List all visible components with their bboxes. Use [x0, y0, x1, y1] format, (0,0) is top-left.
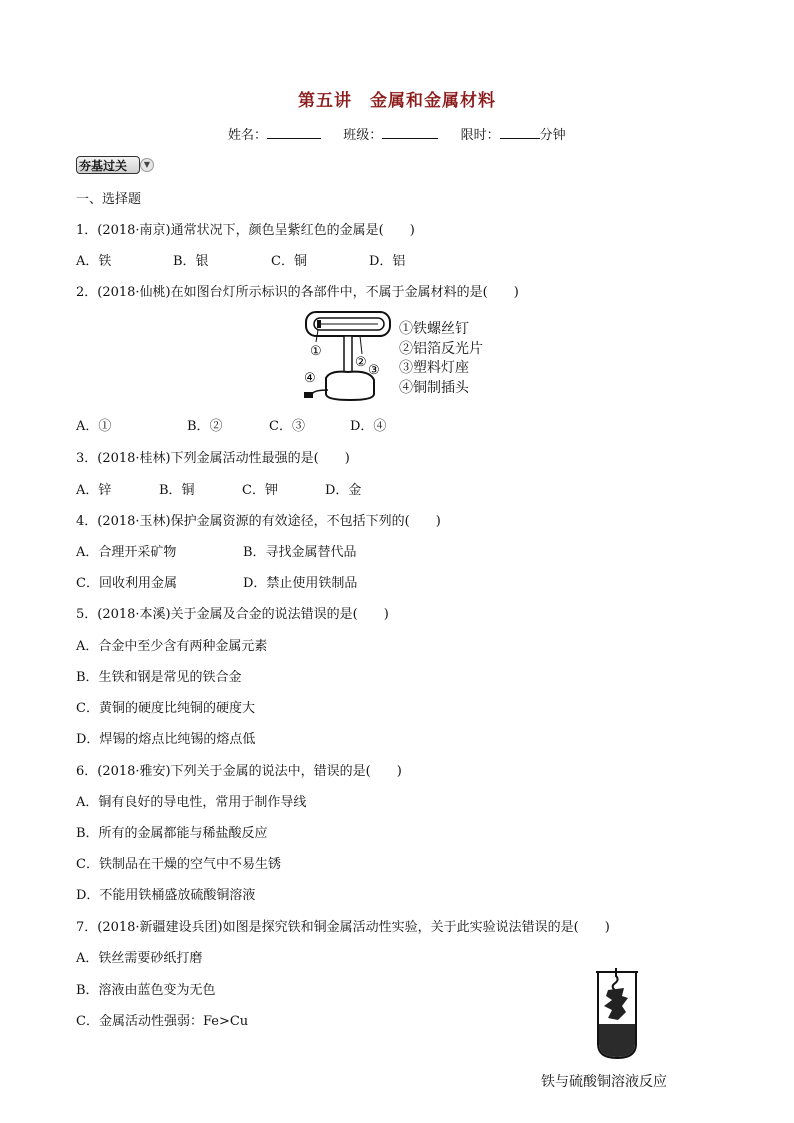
q3-option-b: B．铜 — [159, 483, 195, 498]
question-4-stem: 4．(2018·玉林)保护金属资源的有效途径，不包括下列的( ) — [76, 514, 441, 529]
page-title: 第五讲 金属和金属材料 — [298, 91, 496, 111]
q1-option-a: A．铁 — [76, 254, 112, 269]
q1-option-b: B．银 — [173, 254, 209, 269]
test-tube-figure — [594, 966, 640, 1062]
class-label: 班级： — [343, 128, 383, 143]
q4-option-a: A．合理开采矿物 — [76, 545, 177, 560]
copper-sulfate-solution — [599, 1024, 635, 1057]
lamp-plug — [304, 392, 313, 398]
class-blank[interactable] — [382, 126, 438, 139]
q5-option-b: B．生铁和钢是常见的铁合金 — [76, 670, 242, 685]
q5-option-a: A．合金中至少含有两种金属元素 — [76, 639, 268, 654]
q4-option-c: C．回收利用金属 — [76, 576, 177, 591]
question-5-stem: 5．(2018·本溪)关于金属及合金的说法错误的是( ) — [76, 607, 389, 622]
q4-option-d: D．禁止使用铁制品 — [243, 576, 358, 591]
lamp-legend-2: ②铝箔反光片 — [399, 341, 483, 357]
callout-1: ① — [310, 344, 322, 359]
student-info-row — [228, 124, 566, 143]
desk-lamp-figure — [300, 308, 400, 404]
section-heading: 一、选择题 — [76, 192, 142, 207]
lamp-legend-3: ③塑料灯座 — [399, 360, 469, 376]
q4-option-b: B．寻找金属替代品 — [243, 545, 357, 560]
q5-option-d: D．焊锡的熔点比纯锡的熔点低 — [76, 732, 256, 747]
time-unit: 分钟 — [539, 128, 566, 143]
callout-4: ④ — [304, 371, 316, 386]
q6-option-b: B．所有的金属都能与稀盐酸反应 — [76, 826, 268, 841]
tube-caption: 铁与硫酸铜溶液反应 — [541, 1074, 667, 1090]
q7-option-c: C．金属活动性强弱：Fe>Cu — [76, 1014, 249, 1029]
q3-option-d: D．金 — [325, 483, 362, 498]
q7-option-b: B．溶液由蓝色变为无色 — [76, 983, 216, 998]
q3-option-c: C．钾 — [242, 483, 278, 498]
q1-option-c: C．铜 — [271, 254, 307, 269]
lamp-base — [326, 372, 374, 400]
badge-label: 夯基过关 — [79, 159, 128, 173]
chevron-down-icon: ▼ — [140, 158, 154, 172]
section-badge — [76, 156, 152, 174]
question-7-stem: 7．(2018·新疆建设兵团)如图是探究铁和铜金属活动性实验，关于此实验说法错误的是( ) — [76, 920, 610, 935]
q6-option-c: C．铁制品在干燥的空气中不易生锈 — [76, 857, 281, 872]
callout-3: ③ — [368, 363, 380, 378]
question-6-stem: 6．(2018·雅安)下列关于金属的说法中，错误的是( ) — [76, 764, 402, 779]
q2-option-d: D．④ — [350, 419, 387, 434]
q3-option-a: A．锌 — [76, 483, 112, 498]
q2-option-a: A．① — [76, 419, 112, 434]
q2-option-b: B．② — [187, 419, 223, 434]
q5-option-c: C．黄铜的硬度比纯铜的硬度大 — [76, 701, 255, 716]
time-blank[interactable] — [500, 126, 540, 139]
q7-option-a: A．铁丝需要砂纸打磨 — [76, 951, 203, 966]
q1-option-d: D．铝 — [369, 254, 406, 269]
q2-option-c: C．③ — [269, 419, 305, 434]
lamp-legend-1: ①铁螺丝钉 — [399, 321, 469, 337]
name-label: 姓名： — [228, 128, 268, 143]
q6-option-a: A．铜有良好的导电性，常用于制作导线 — [76, 795, 307, 810]
question-3-stem: 3．(2018·桂林)下列金属活动性最强的是( ) — [76, 451, 350, 466]
callout-2: ② — [355, 355, 367, 370]
q6-option-d: D．不能用铁桶盛放硫酸铜溶液 — [76, 888, 256, 903]
question-1-stem: 1．(2018·南京)通常状况下，颜色呈紫红色的金属是( ) — [76, 223, 415, 238]
lamp-screw — [317, 320, 321, 328]
question-2-stem: 2．(2018·仙桃)在如图台灯所示标识的各部件中，不属于金属材料的是( ) — [76, 285, 519, 300]
lamp-legend-4: ④铜制插头 — [399, 380, 469, 396]
name-blank[interactable] — [267, 126, 321, 139]
time-label: 限时： — [460, 128, 500, 143]
